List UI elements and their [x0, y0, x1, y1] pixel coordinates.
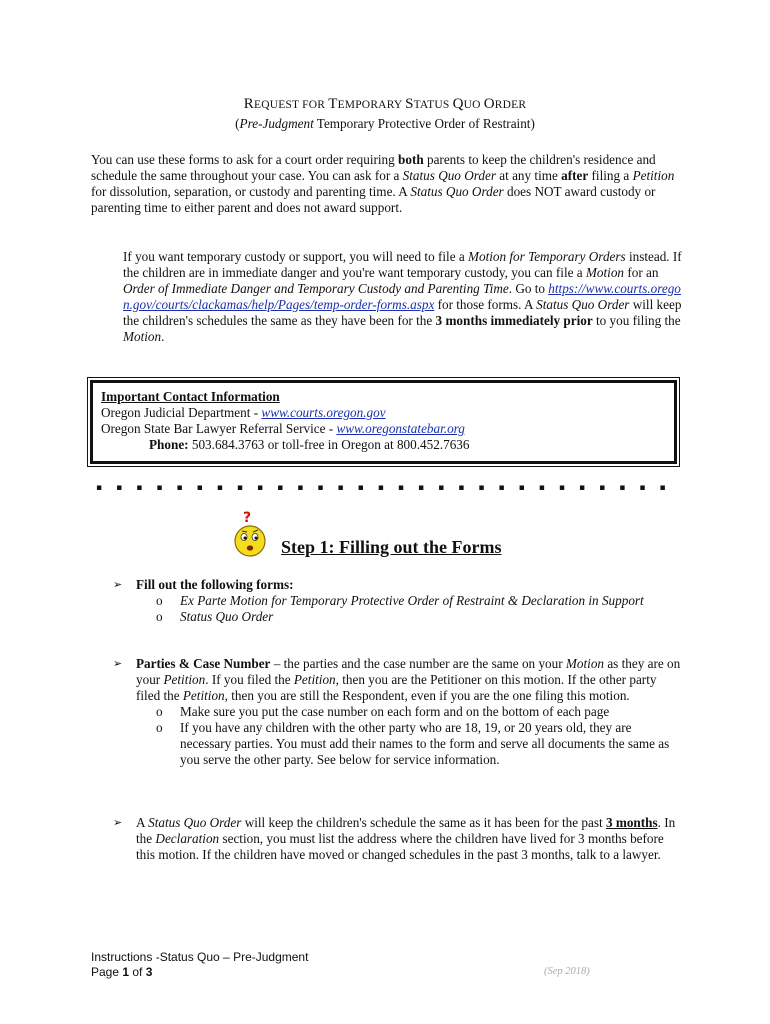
bullet-status-quo-order: ➢ A Status Quo Order will keep the children's schedule the same as it has been for the past 3 months. In the Declaration section, you must list the address where the children have lived for 3 months before this motion. If the children have moved or changed schedules in the past 3 months, talk to a lawyer.	[113, 815, 676, 862]
separator-dot: ▪	[277, 483, 284, 493]
confused-face-icon	[232, 509, 268, 559]
separator-dot: ▪	[538, 483, 545, 493]
separator-dot: ▪	[176, 483, 183, 493]
separator-dot: ▪	[257, 483, 264, 493]
separator-dot: ▪	[357, 483, 364, 493]
separator-dot: ▪	[297, 483, 304, 493]
separator-dot: ▪	[317, 483, 324, 493]
page-number: Page 1 of 3	[91, 965, 153, 979]
separator-dot: ▪	[216, 483, 223, 493]
ojd-line: Oregon Judicial Department - www.courts.oregon.gov	[101, 405, 386, 420]
ojd-link[interactable]: www.courts.oregon.gov	[261, 405, 386, 420]
bullet-parties-case-number: ➢ Parties & Case Number – the parties and the case number are the same on your Motion as they are on your Petition. If you filed the Petition, then you are the Petitioner on this motion. If the other party filed the Petition, then you are still the Respondent, even if you are the one filing this motion. o Make sure you put the case number on each form and on the bottom of each page o If you have any children with the other party who are 18, 19, or 20 years old, they are necessary parties. You must add their names to the form and serve all documents the same as you serve the other party. See below for service information.	[113, 656, 683, 768]
temp-order-forms-link[interactable]: https://www.courts.oregon.gov/courts/clackamas/help/Pages/temp-order-forms.aspx	[123, 281, 681, 312]
osb-line: Oregon State Bar Lawyer Referral Service - www.oregonstatebar.org	[101, 421, 465, 436]
separator-dot: ▪	[599, 483, 606, 493]
step-1-title: Step 1: Filling out the Forms	[281, 537, 502, 557]
separator-dot: ▪	[558, 483, 565, 493]
separator-dot: ▪	[196, 483, 203, 493]
contact-heading: Important Contact Information	[101, 389, 280, 404]
separator-dot: ▪	[397, 483, 404, 493]
page-title: REQUEST FOR TEMPORARY STATUS QUO ORDER	[243, 96, 527, 112]
arrow-bullet-icon: ➢	[113, 657, 123, 670]
separator-dot: ▪	[659, 483, 666, 493]
list-item: o Ex Parte Motion for Temporary Protective Order of Restraint & Declaration in Support	[156, 593, 644, 608]
phone-line: Phone: 503.684.3763 or toll-free in Oregon at 800.452.7636	[149, 437, 470, 452]
separator-dot: ▪	[619, 483, 626, 493]
contact-info-box	[90, 380, 677, 464]
osb-link[interactable]: www.oregonstatebar.org	[336, 421, 465, 436]
revision-date: (Sep 2018)	[544, 966, 590, 977]
separator-dot: ▪	[418, 483, 425, 493]
page-subtitle: (Pre-Judgment Temporary Protective Order of Restraint)	[235, 116, 535, 131]
separator-dot: ▪	[96, 483, 103, 493]
svg-text:?: ?	[243, 510, 252, 526]
separator-dot: ▪	[156, 483, 163, 493]
list-item: o Status Quo Order	[156, 609, 274, 624]
separator-dot: ▪	[498, 483, 505, 493]
intro-paragraph: You can use these forms to ask for a court order requiring both parents to keep the children's residence and schedule the same throughout your case. You can ask for a Status Quo Order at any time after filing a Petition for dissolution, separation, or custody and parenting time. A Status Quo Order does NOT award custody or parenting time to either parent and does not award support.	[91, 152, 675, 215]
separator-dot: ▪	[377, 483, 384, 493]
temporary-orders-paragraph: If you want temporary custody or support, you will need to file a Motion for Temporary Orders instead. If the children are in immediate danger and you're want temporary custody, you can file a Motion for an Order of Immediate Danger and Temporary Custody and Parenting Time. Go to https://www.courts.oregon.gov/courts/clackamas/help/Pages/temp-order-forms.aspx for those forms. A Status Quo Order will keep the children's schedules the same as they have been for the 3 months immediately prior to you filing the Motion.	[123, 249, 682, 344]
separator-dot: ▪	[337, 483, 344, 493]
separator-dot: ▪	[116, 483, 123, 493]
list-item: o Make sure you put the case number on each form and on the bottom of each page	[156, 704, 610, 719]
separator-dot: ▪	[478, 483, 485, 493]
arrow-bullet-icon: ➢	[113, 578, 123, 591]
list-item: o If you have any children with the other party who are 18, 19, or 20 years old, they are necessary parties. You must add their names to the form and serve all documents the same as you serve the other party. See below for service information.	[156, 720, 670, 767]
separator-dot: ▪	[236, 483, 243, 493]
separator-dot: ▪	[136, 483, 143, 493]
separator-dot: ▪	[579, 483, 586, 493]
separator-dot: ▪	[639, 483, 646, 493]
footer-title: Instructions -Status Quo – Pre-Judgment	[91, 950, 309, 964]
separator-dot: ▪	[518, 483, 525, 493]
bullet-fill-out-forms: ➢ Fill out the following forms: o Ex Parte Motion for Temporary Protective Order of Restraint & Declaration in Support o Status Quo Order	[113, 577, 683, 625]
arrow-bullet-icon: ➢	[113, 816, 123, 829]
separator-dot: ▪	[438, 483, 445, 493]
separator-dot: ▪	[458, 483, 465, 493]
dotted-separator	[96, 480, 666, 496]
